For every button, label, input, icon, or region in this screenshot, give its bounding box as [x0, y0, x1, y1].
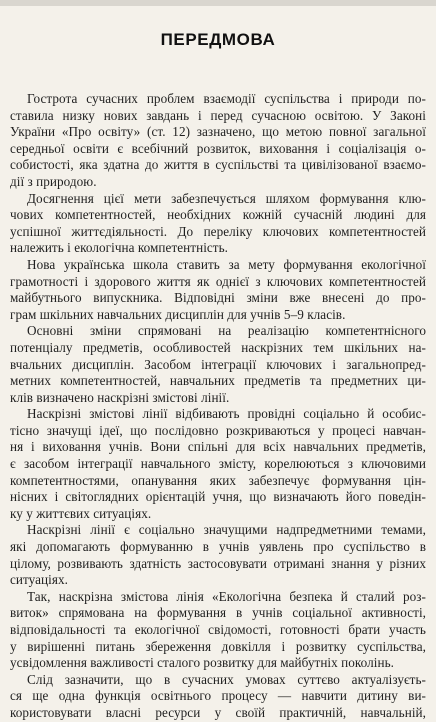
body-text: [10, 91, 426, 722]
text-line: ставила низку нових завдань і перед сучасною освітою. У Законі: [10, 107, 426, 123]
text-line: України «Про освіту» (ст. 12) зазначено, що метою повної загальної: [10, 124, 426, 140]
text-line: Досягнення цієї мети забезпечується шляхом формування клю-: [27, 190, 426, 206]
text-line: майбутнього випускника. Відповідні зміни вже внесені до про-: [10, 290, 426, 306]
text-line: цілому, розвивають здатність застосовувати отримані знання у різних: [10, 555, 426, 571]
text-line: успішної життєдіяльності. До переліку ключових компетентностей: [10, 223, 426, 239]
text-line: чових компетентностей, необхідних кожній сучасній людині для: [10, 207, 426, 223]
text-line: середньої освіти є всебічний розвиток, виховання і соціалізація о-: [10, 140, 426, 156]
text-line: клів визначено наскрізні змістові лінії.: [10, 389, 230, 405]
text-line: які допомагають формуванню в учнів уявлень про суспільство в: [10, 539, 426, 555]
text-line: потенціалу предметів, особливостей наскрізних тем шкільних на-: [10, 339, 426, 355]
text-line: дії з природою.: [10, 173, 97, 189]
text-line: Нова українська школа ставить за мету формування екологічної: [27, 256, 426, 272]
text-line: є засобом інтеграції навчального змісту, корелюються з ключовими: [10, 456, 426, 472]
text-line: Наскрізні змістові лінії відбивають провідні соціально й особис-: [27, 406, 426, 422]
page-title: ПЕРЕДМОВА: [160, 30, 276, 49]
text-line: у вирішенні питань збереження довкілля і розвитку суспільства,: [10, 638, 426, 654]
text-line: належить і екологічна компетентність.: [10, 240, 229, 256]
text-line: Основні зміни спрямовані на реалізацію компетентнісного: [27, 323, 426, 339]
text-line: метних компетентностей, навчальних предметів та предметних ци-: [10, 373, 426, 389]
text-line: компетентностями, опанування яких забезпечує формування цін-: [10, 472, 426, 488]
text-line: грамотності і здорового життя як однієї з ключових компетентностей: [10, 273, 426, 289]
text-line: усвідомлення важливості сталого розвитку для майбутніх поколінь.: [10, 655, 394, 671]
text-line: відповідальності та екологічної свідомості, готовності брати участь: [10, 622, 426, 637]
text-line: вчальних дисциплін. Засобом інтеграції ключових і загальнопред-: [10, 356, 426, 372]
text-line: ня і виховання учнів. Вони спільні для всіх навчальних предметів,: [10, 439, 426, 455]
text-line: ситуаціях.: [10, 572, 68, 588]
text-line: Гострота сучасних проблем взаємодії суспільства і природи по-: [27, 91, 426, 106]
text-line: ку у життєвих ситуаціях.: [10, 505, 152, 521]
text-line: Слід зазначити, що в сучасних умовах суттєво актуалізуєть-: [27, 671, 426, 687]
text-line: користовувати власні ресурси у своїй практичній, навчальній,: [10, 704, 426, 720]
text-line: Наскрізні лінії є соціально значущими надпредметними темами,: [27, 522, 426, 538]
text-line: виток» спрямована на формування в учнів соціальної активності,: [10, 605, 426, 621]
text-line: нісних і світоглядних орієнтацій учня, що визначають його поведін-: [10, 489, 426, 505]
top-edge: [0, 0, 436, 6]
text-line: грам шкільних навчальних дисциплін для учнів 5–9 класів.: [10, 306, 346, 322]
text-line: собистості, яка здатна до життя в суспільстві та цивілізованої взаємо-: [10, 157, 426, 173]
text-line: тісно значущі ідеї, що послідовно розкриваються у процесі навчан-: [10, 422, 426, 438]
text-line: ся ще одна функція освітнього процесу — навчити дитину ви-: [10, 688, 426, 704]
text-line: Так, наскрізна змістова лінія «Екологічна безпека й сталий роз-: [27, 588, 426, 604]
